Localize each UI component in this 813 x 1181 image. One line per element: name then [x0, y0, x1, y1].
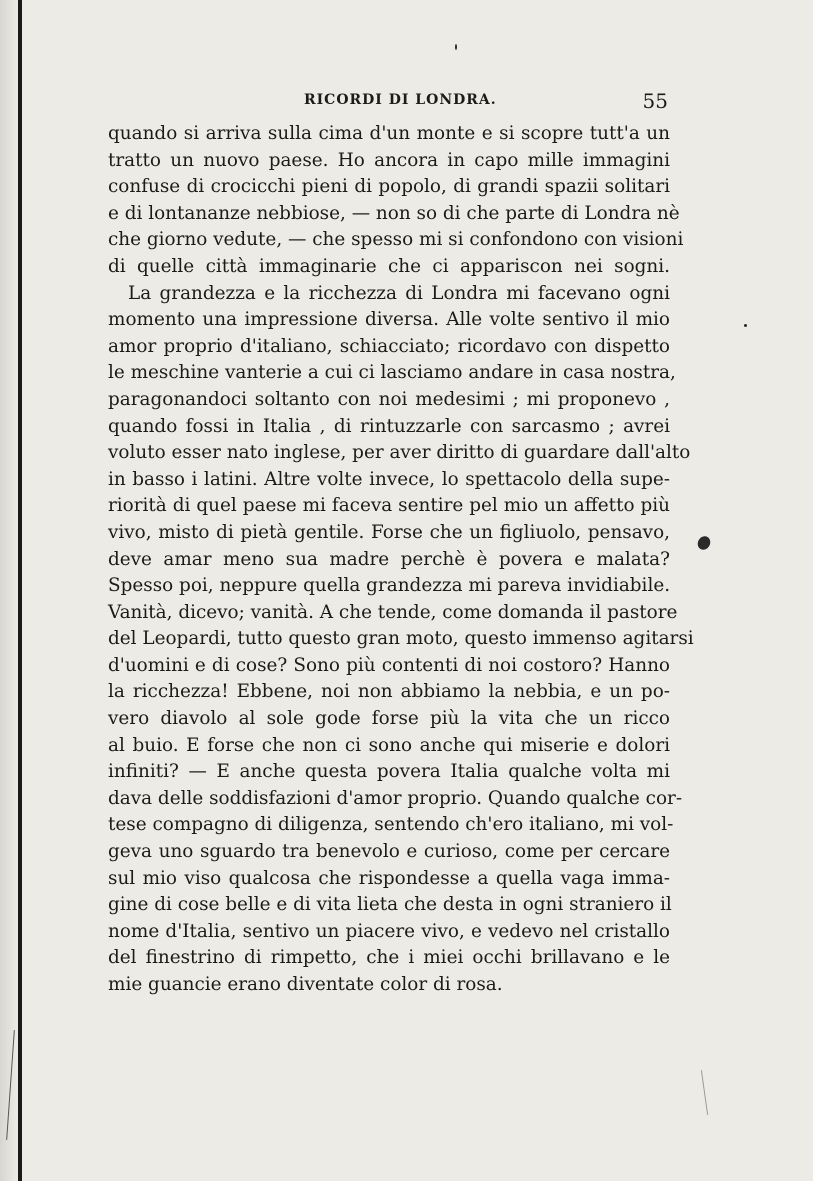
text-line: geva uno sguardo tra benevolo e curioso, come per cercare	[108, 841, 670, 863]
text-line: mie guancie erano diventate color di rosa.	[108, 974, 503, 995]
text-line: del Leopardi, tutto questo gran moto, questo immenso agitarsi	[108, 628, 694, 650]
text-line: amor proprio d'italiano, schiacciato; ricordavo con dispetto	[108, 335, 670, 357]
ink-speck	[744, 324, 747, 327]
text-line: deve amar meno sua madre perchè è povera e malata?	[108, 548, 670, 570]
running-head	[108, 89, 668, 114]
text-line: che giorno vedute, — che spesso mi si confondono con visioni	[108, 229, 684, 251]
text-line: di quelle città immaginarie che ci appariscon nei sogni.	[108, 255, 670, 277]
text-line: in basso i latini. Altre volte invece, lo spettacolo della supe-	[108, 468, 670, 490]
page-number: 55	[642, 89, 668, 113]
text-line: del finestrino di rimpetto, che i miei occhi brillavano e le	[108, 947, 670, 969]
text-line: d'uomini e di cose? Sono più contenti di noi costoro? Hanno	[108, 654, 670, 676]
ink-speck	[455, 44, 457, 50]
text-line: voluto esser nato inglese, per aver diritto di guardare dall'alto	[108, 442, 691, 464]
text-line: tese compagno di diligenza, sentendo ch'ero italiano, mi vol-	[108, 814, 674, 836]
text-line: e di lontananze nebbiose, — non so di che parte di Londra nè	[108, 202, 680, 224]
text-line: momento una impressione diversa. Alle volte sentivo il mio	[108, 309, 670, 331]
text-line: sul mio viso qualcosa che rispondesse a quella vaga imma-	[108, 867, 670, 889]
body-text	[108, 121, 694, 999]
text-line: Vanità, dicevo; vanità. A che tende, come domanda il pastore	[108, 601, 678, 623]
text-line: Spesso poi, neppure quella grandezza mi pareva invidiabile.	[108, 575, 671, 597]
text-line: tratto un nuovo paese. Ho ancora in capo mille immagini	[108, 149, 670, 171]
text-line: al buio. E forse che non ci sono anche qui miserie e dolori	[108, 734, 670, 756]
text-line: gine di cose belle e di vita lieta che desta in ogni straniero il	[108, 894, 672, 916]
binding-shadow	[0, 0, 18, 1181]
text-line: confuse di crocicchi pieni di popolo, di grandi spazii solitari	[108, 176, 670, 198]
ink-speck	[695, 534, 712, 552]
paper-scratch	[701, 1070, 708, 1115]
text-line: vivo, misto di pietà gentile. Forse che un figliuolo, pensavo,	[108, 521, 670, 543]
text-line: infiniti? — E anche questa povera Italia qualche volta mi	[108, 761, 670, 783]
text-line: quando fossi in Italia , di rintuzzarle con sarcasmo ; avrei	[108, 415, 670, 437]
text-line: la ricchezza! Ebbene, noi non abbiamo la nebbia, e un po-	[108, 681, 670, 703]
text-line: quando si arriva sulla cima d'un monte e si scopre tutt'a un	[108, 123, 670, 144]
text-line: paragonandoci soltanto con noi medesimi ; mi proponevo ,	[108, 388, 670, 410]
running-head-title: RICORDI DI LONDRA.	[304, 92, 497, 108]
text-line: le meschine vanterie a cui ci lasciamo andare in casa nostra,	[108, 362, 676, 384]
text-line: nome d'Italia, sentivo un piacere vivo, e vedevo nel cristallo	[108, 920, 670, 942]
text-line: La grandezza e la ricchezza di Londra mi facevano ogni	[128, 282, 670, 304]
text-line: dava delle soddisfazioni d'amor proprio. Quando qualche cor-	[108, 787, 683, 809]
text-line: vero diavolo al sole gode forse più la vita che un ricco	[108, 708, 670, 730]
binding-edge	[18, 0, 22, 1181]
text-line: riorità di quel paese mi faceva sentire pel mio un affetto più	[108, 495, 670, 517]
